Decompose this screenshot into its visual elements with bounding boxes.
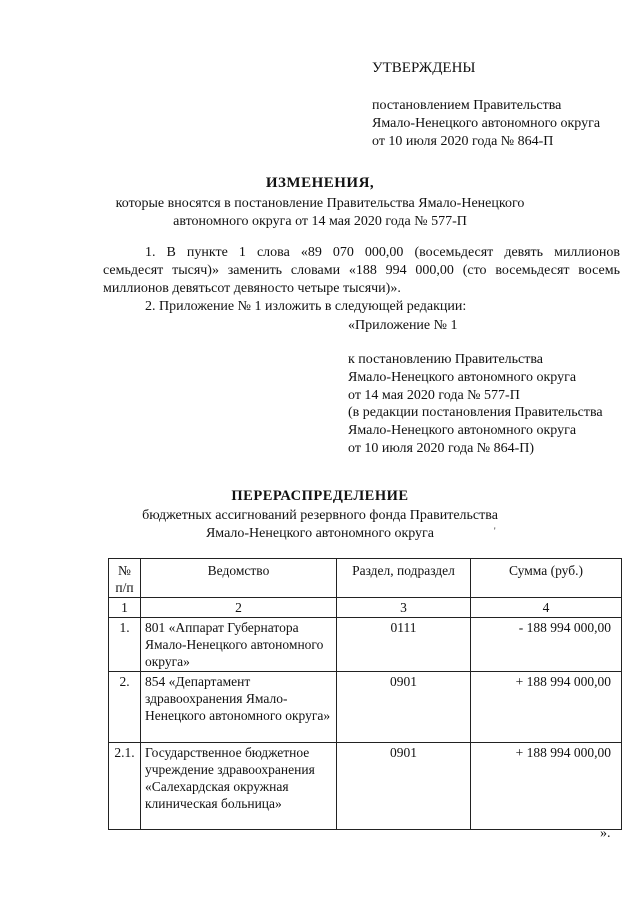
index-cell: 2	[141, 598, 337, 618]
table-title: ПЕРЕРАСПРЕДЕЛЕНИЕ	[231, 488, 409, 504]
table-row	[109, 743, 622, 830]
row-dept: Государственное бюджетное учреждение здравоохранения «Салехардская окружная клиническая больница»	[141, 743, 337, 830]
approval-heading: УТВЕРЖДЕНЫ	[372, 60, 476, 76]
appendix-line-5: Ямало-Ненецкого автономного округа	[348, 423, 577, 438]
appendix-line-3: от 14 мая 2020 года № 577-П	[348, 388, 520, 403]
paragraph1-line-1: 1. В пункте 1 слова «89 070 000,00 (восемьдесят девять миллионов	[145, 245, 620, 260]
header-section: Раздел, подраздел	[337, 559, 471, 598]
row-dept: 854 «Департамент здравоохранения Ямало-Ненецкого автономного округа»	[141, 672, 337, 743]
subtitle-line-2: автономного округа от 14 мая 2020 года № 577-П	[173, 214, 467, 229]
reallocation-table	[108, 558, 622, 830]
index-cell: 4	[471, 598, 622, 618]
subtitle-line-1: которые вносятся в постановление Правительства Ямало-Ненецкого	[115, 196, 525, 211]
table-subtitle-line-2: Ямало-Ненецкого автономного округа	[205, 526, 435, 541]
approval-line-2: Ямало-Ненецкого автономного округа	[372, 116, 601, 131]
row-num: 2.	[109, 672, 141, 743]
table-subtitle-line-1: бюджетных ассигнований резервного фонда Правительства	[142, 508, 498, 523]
table-row	[109, 618, 622, 672]
paragraph2: 2. Приложение № 1 изложить в следующей редакции:	[145, 299, 467, 314]
approval-line-3: от 10 июля 2020 года № 864-П	[372, 134, 554, 149]
approval-line-1: постановлением Правительства	[372, 98, 562, 113]
row-section: 0901	[337, 672, 471, 743]
table-index-row	[109, 598, 622, 618]
row-section: 0111	[337, 618, 471, 672]
index-cell: 3	[337, 598, 471, 618]
header-num: № п/п	[109, 559, 141, 598]
appendix-line-1: к постановлению Правительства	[348, 352, 544, 367]
paragraph1-line-3: миллионов девятьсот девяносто четыре тысячи)».	[103, 281, 401, 296]
row-section: 0901	[337, 743, 471, 830]
header-sum: Сумма (руб.)	[471, 559, 622, 598]
row-sum: + 188 994 000,00	[471, 672, 622, 743]
row-num: 2.1.	[109, 743, 141, 830]
appendix-heading: «Приложение № 1	[348, 318, 458, 333]
table-row	[109, 672, 622, 743]
index-cell: 1	[109, 598, 141, 618]
row-dept: 801 «Аппарат Губернатора Ямало-Ненецкого автономного округа»	[141, 618, 337, 672]
row-sum: - 188 994 000,00	[471, 618, 622, 672]
appendix-line-4: (в редакции постановления Правительства	[348, 405, 603, 420]
row-sum: + 188 994 000,00	[471, 743, 622, 830]
header-dept: Ведомство	[141, 559, 337, 598]
appendix-line-6: от 10 июля 2020 года № 864-П)	[348, 441, 535, 456]
row-num: 1.	[109, 618, 141, 672]
paragraph1-line-2: семьдесят тысяч)» заменить словами «188 994 000,00 (сто восемьдесят восемь	[103, 263, 620, 278]
closing-quote: ».	[600, 826, 611, 841]
document-title: ИЗМЕНЕНИЯ,	[265, 175, 375, 191]
tick-mark: '	[494, 526, 496, 536]
appendix-line-2: Ямало-Ненецкого автономного округа	[348, 370, 577, 385]
table-header-row	[109, 559, 622, 598]
